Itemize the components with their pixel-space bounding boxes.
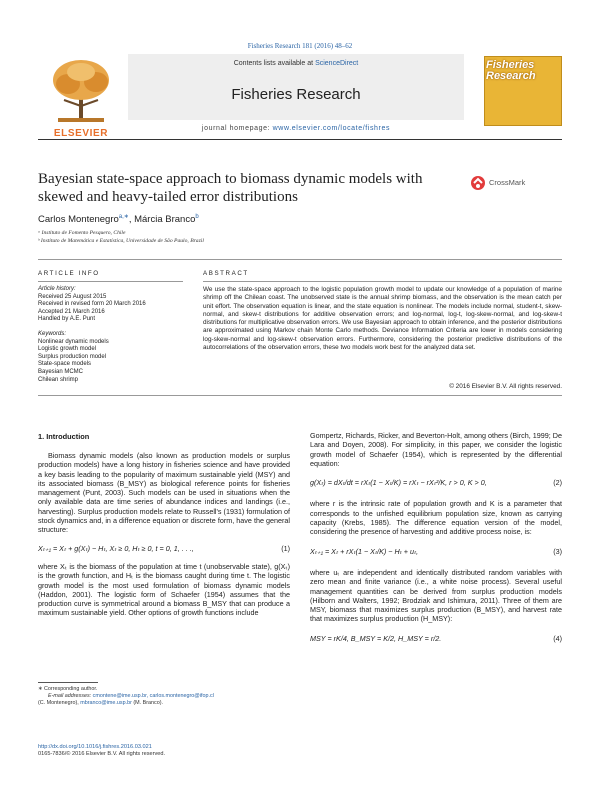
abstract-copyright: © 2016 Elsevier B.V. All rights reserved. <box>449 383 562 390</box>
keyword: Bayesian MCMC <box>38 368 84 375</box>
affiliation-a: ᵃ Instituto de Fomento Pesquero, Chile <box>38 230 126 236</box>
equation-body: g(Xₜ) = dXₜ/dt = rXₜ(1 − Xₜ/K) = rXₜ − rXₜ²/K, r > 0, K > 0, <box>310 478 487 488</box>
article-info <box>38 286 183 384</box>
publisher-name: ELSEVIER <box>53 128 109 139</box>
keyword: State-space models <box>38 361 92 368</box>
email-label: E-mail addresses: <box>48 693 93 699</box>
doi-block <box>38 744 165 758</box>
crossmark-badge[interactable] <box>470 175 560 191</box>
equation-4 <box>310 634 562 643</box>
email-owner: (M. Branco). <box>131 700 164 706</box>
body-right-column <box>310 431 562 643</box>
cover-title <box>486 60 558 82</box>
sciencedirect-link[interactable]: ScienceDirect <box>315 60 359 67</box>
email-link[interactable]: cmontene@ime.usp.br, carlos.montenegro@ifop.cl <box>92 693 214 699</box>
section-heading-introduction: 1. Introduction <box>38 432 90 441</box>
equation-number: (4) <box>553 633 562 643</box>
handling-editor: Handled by A.E. Punt <box>38 316 96 323</box>
issn-copyright: 0165-7836/© 2016 Elsevier B.V. All rights reserved. <box>38 751 166 757</box>
contents-line <box>128 60 464 67</box>
paragraph: Biomass dynamic models (also known as production models or surplus production models) have a long history in fisheries science and have provided a key basis leading to the popularity of maximum sustainable yield (MSY) and its associated biomass (B_MSY) as biological reference points for fisheries management (Punt, 2003). Such models can be used in situations when the only available data are time series of abundance indices and landings (i.e., harvesting). Surplus production models relate to Russell's (1931) formulation of stock dynamics and, in a difference equation or discrete form, have the general structure: <box>38 451 290 535</box>
paragraph: where r is the intrinsic rate of population growth and K is a parameter that corresponds to the unfished equilibrium population size, known as carrying capacity (Krebs, 1985). The difference equation version of the model, considering the presence of harvesting and additive process noise, is: <box>310 499 562 537</box>
email-owner: (C. Montenegro), <box>38 700 81 706</box>
paragraph: where Xₜ is the biomass of the population at time t (unobservable state), g(Xₜ) is the growth function, and Hₜ is the biomass caught during time t. The logistic growth model is the most used formulation of biomass dynamic models (Haddon, 2001). The logistic form of Schaefer (1954) assumes that the production curve is symmetrical around a biomass B_MSY that can produce a maximum sustainable yield. Other options of growth functions include <box>38 561 290 618</box>
homepage-link[interactable]: www.elsevier.com/locate/fishres <box>272 125 391 132</box>
journal-title: Fisheries Research <box>231 86 361 103</box>
article-title: Bayesian state-space approach to biomass dynamic models with skewed and heavy-tailed error distributions <box>38 171 423 205</box>
equation-number: (1) <box>281 543 290 553</box>
abstract-heading: ABSTRACT <box>203 270 249 277</box>
author-name[interactable]: Márcia Branco <box>134 214 196 226</box>
abstract-rule <box>203 281 562 282</box>
crossmark-label: CrossMark <box>489 178 526 187</box>
journal-reference[interactable]: Fisheries Research 181 (2016) 48–62 <box>247 42 353 50</box>
footnote <box>38 686 290 707</box>
doi-link[interactable]: http://dx.doi.org/10.1016/j.fishres.2016.03.021 <box>38 744 152 750</box>
author-separator: , <box>128 214 135 226</box>
affiliation-b: ᵇ Instituto de Matemática e Estatística, Universidade de São Paulo, Brazil <box>38 238 204 244</box>
article-info-heading: ARTICLE INFO <box>38 270 100 277</box>
journal-homepage <box>128 125 464 132</box>
equation-body: MSY = rK/4, B_MSY = K/2, H_MSY = r/2. <box>310 633 442 643</box>
keyword: Nonlinear dynamic models <box>38 338 109 345</box>
keywords-label: Keywords: <box>38 330 67 337</box>
cover-title-line-1: Fisheries <box>486 59 535 71</box>
homepage-prefix: journal homepage: <box>201 125 273 132</box>
affiliation-rule <box>38 259 562 260</box>
author-list <box>38 213 199 225</box>
corresponding-author-note: ∗ Corresponding author. <box>38 686 98 692</box>
equation-number: (2) <box>553 478 562 488</box>
keyword: Logistic growth model <box>38 346 97 353</box>
author-affiliation-marker[interactable]: a,∗ <box>118 214 129 220</box>
accepted-date: Accepted 21 March 2016 <box>38 308 105 315</box>
footnote-rule <box>38 682 98 683</box>
equation-2 <box>310 478 562 487</box>
article-info-rule <box>38 281 183 282</box>
cover-title-line-2: Research <box>486 70 536 82</box>
elsevier-tree-logo <box>38 56 124 130</box>
equation-3 <box>310 547 562 556</box>
author-name[interactable]: Carlos Montenegro <box>38 214 119 226</box>
contents-prefix: Contents lists available at <box>233 60 316 67</box>
equation-1 <box>38 544 290 553</box>
keyword: Chilean shrimp <box>38 376 79 383</box>
history-label: Article history: <box>38 286 76 292</box>
revised-date: Received in revised form 20 March 2016 <box>38 301 146 308</box>
author-affiliation-marker[interactable]: b <box>195 214 199 220</box>
paragraph: where uₜ are independent and identically distributed random variables with zero mean and finite variance (i.e., a white noise process). Several useful management quantities can be derived from surplus production models (Hilborn and Walters, 1992; Brodziak and Ishimura, 2011). Three of them are MSY, biomass that maximizes surplus production (B_MSY), and harvest rate that maximizes surplus production (H_MSY): <box>310 567 562 624</box>
keyword: Surplus production model <box>38 353 107 360</box>
abstract-text: We use the state-space approach to the logistic population growth model to update our knowledge of a population of marine shrimp off the Chilean coast. The unobserved state is the annual shrimp biomass, and the observation is the mean catch per unit effort. The observation equation is linear, and the state equation is nonlinear. The models include normal, student-t, skew-normal, and skew-t distributions for additive observation errors; and log-normal, log-t, log-skew-normal, and log-skew-t distributions for multiplicative observation errors. We use Bayesian approach to obtain inference, and the posterior distributions are approximated using Markov chain Monte Carlo methods. Deviance Information Criteria are lower in models considering log-skew-normal and log-skew-t observation errors. Furthermore, considering the posterior predictive distributions of the autocorrelations of the observation errors, these two models work best for the analyzed data set. <box>203 286 562 352</box>
equation-body: Xₜ₊₁ = Xₜ + g(Xₜ) − Hₜ, Xₜ ≥ 0, Hₜ ≥ 0, t = 0, 1, . . ., <box>38 543 194 553</box>
crossmark-icon <box>470 175 488 191</box>
abstract-bottom-rule <box>38 395 562 396</box>
body-left-column <box>38 451 290 618</box>
equation-number: (3) <box>553 546 562 556</box>
email-link[interactable]: mbranco@ime.usp.br <box>80 700 132 706</box>
paragraph: Gompertz, Richards, Ricker, and Beverton-Holt, among others (Birch, 1999; De Lara and Doyen, 2008). For simplicity, in this paper, we consider the logistic growth model of Schaefer (1954), which is represented by the differential equation: <box>310 431 562 468</box>
header-rule <box>38 139 562 140</box>
received-date: Received 25 August 2015 <box>38 293 107 300</box>
equation-body: Xₜ₊₁ = Xₜ + rXₜ(1 − Xₜ/K) − Hₜ + uₜ, <box>310 546 419 556</box>
